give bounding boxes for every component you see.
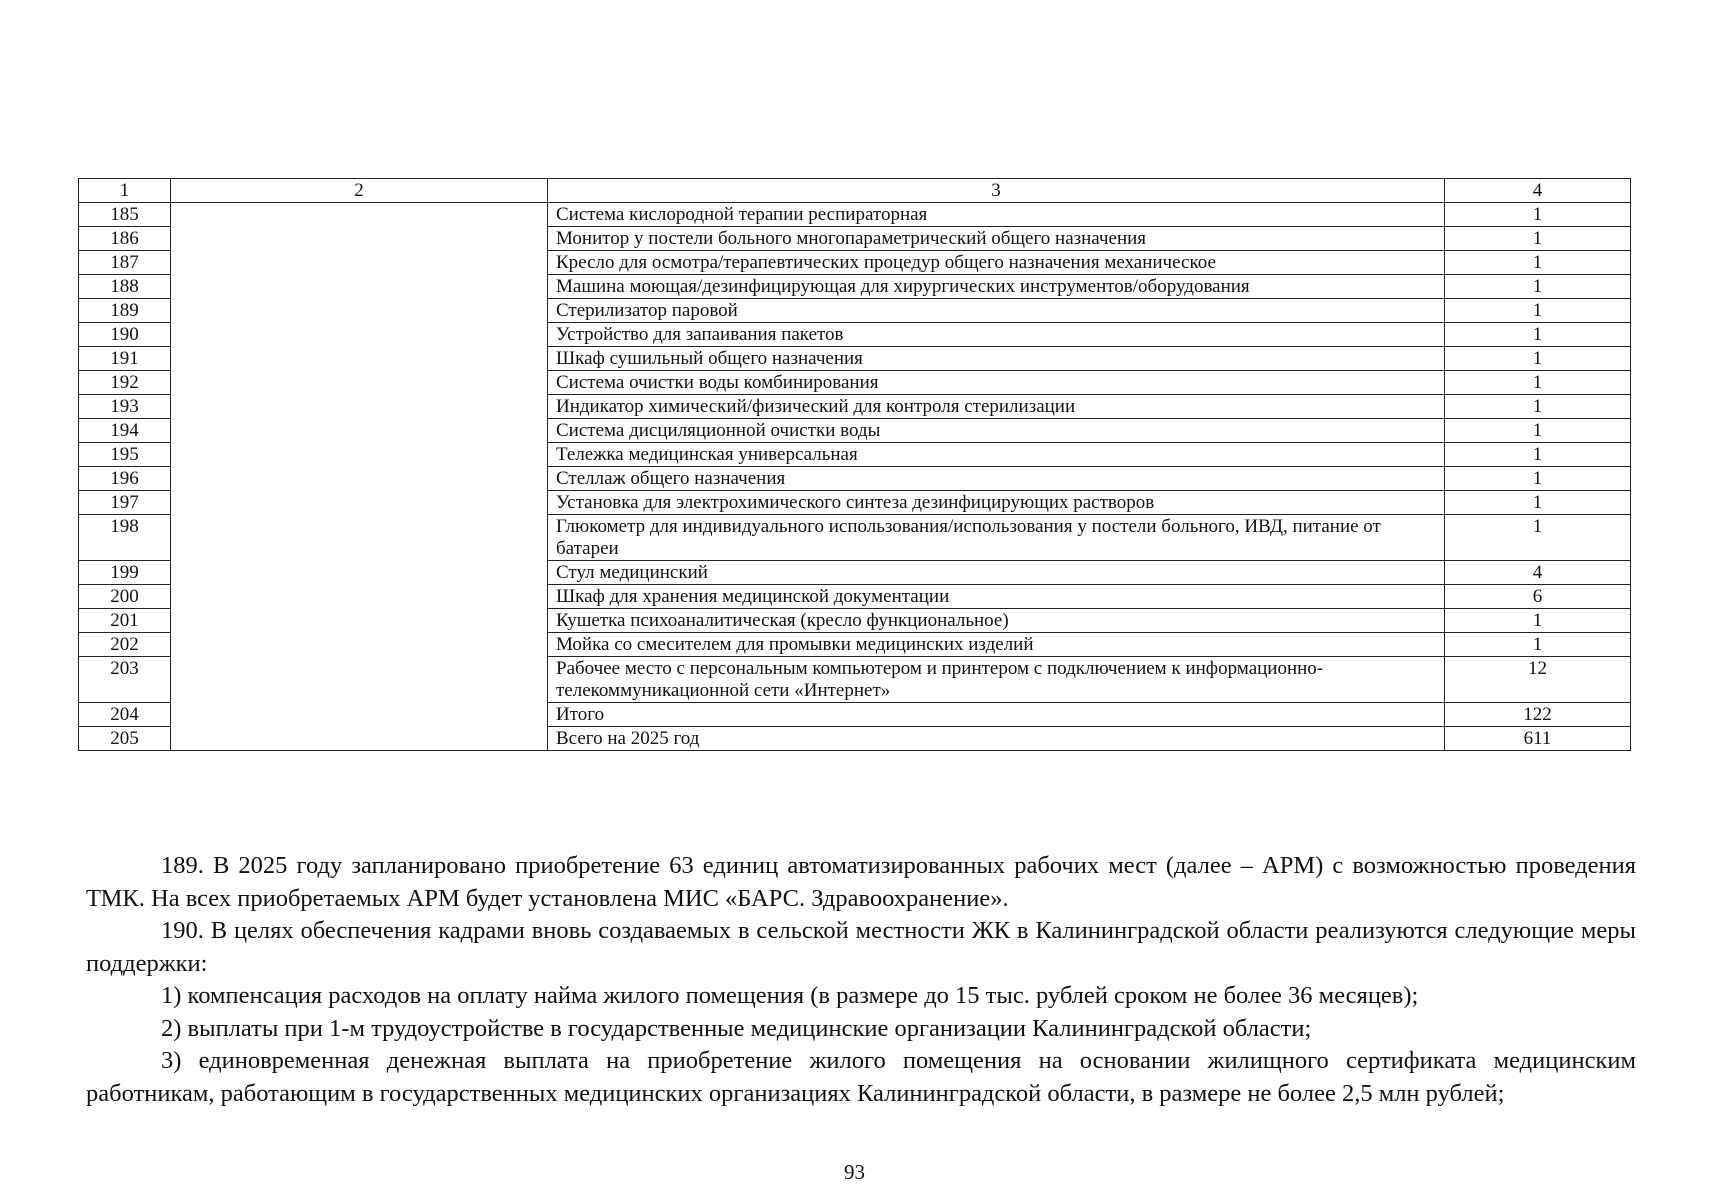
quantity-cell: 611 — [1445, 727, 1631, 751]
table-header-row — [79, 179, 1631, 203]
equipment-name-cell: Стерилизатор паровой — [548, 299, 1445, 323]
equipment-name-cell: Кресло для осмотра/терапевтических процедур общего назначения механическое — [548, 251, 1445, 275]
equipment-name-cell: Система кислородной терапии респираторная — [548, 203, 1445, 227]
equipment-name-cell: Монитор у постели больного многопараметрический общего назначения — [548, 227, 1445, 251]
row-number-cell: 194 — [79, 419, 171, 443]
quantity-cell: 1 — [1445, 203, 1631, 227]
table-row — [79, 203, 1631, 227]
quantity-cell: 1 — [1445, 419, 1631, 443]
row-number-cell: 193 — [79, 395, 171, 419]
page-number: 93 — [844, 1160, 865, 1184]
equipment-name-cell: Итого — [548, 703, 1445, 727]
quantity-cell: 1 — [1445, 467, 1631, 491]
row-number-cell: 199 — [79, 561, 171, 585]
equipment-name-cell: Тележка медицинская универсальная — [548, 443, 1445, 467]
equipment-table-body — [79, 179, 1631, 751]
equipment-table — [78, 178, 1631, 751]
empty-column-2-cell — [171, 203, 548, 751]
equipment-name-cell: Глюкометр для индивидуального использования/использования у постели больного, ИВД, питание от батареи — [548, 515, 1445, 561]
row-number-cell: 197 — [79, 491, 171, 515]
paragraph-189: 189. В 2025 году запланировано приобретение 63 единиц автоматизированных рабочих мест (далее – АРМ) с возможностью проведения ТМК. На всех приобретаемых АРМ будет установлена МИС «БАРС. Здравоохранение». — [86, 852, 1636, 912]
quantity-cell: 1 — [1445, 491, 1631, 515]
row-number-cell: 192 — [79, 371, 171, 395]
quantity-cell: 1 — [1445, 227, 1631, 251]
quantity-cell: 1 — [1445, 299, 1631, 323]
row-number-cell: 203 — [79, 657, 171, 703]
list-item-2: 2) выплаты при 1-м трудоустройстве в государственные медицинские организации Калининградской области; — [161, 1014, 1312, 1042]
row-number-cell: 201 — [79, 609, 171, 633]
header-cell-2: 2 — [171, 179, 548, 203]
quantity-cell: 1 — [1445, 323, 1631, 347]
quantity-cell: 1 — [1445, 347, 1631, 371]
quantity-cell: 12 — [1445, 657, 1631, 703]
row-number-cell: 189 — [79, 299, 171, 323]
equipment-name-cell: Шкаф для хранения медицинской документации — [548, 585, 1445, 609]
row-number-cell: 191 — [79, 347, 171, 371]
equipment-name-cell: Система дисциляционной очистки воды — [548, 419, 1445, 443]
equipment-name-cell: Всего на 2025 год — [548, 727, 1445, 751]
equipment-name-cell: Установка для электрохимического синтеза дезинфицирующих растворов — [548, 491, 1445, 515]
row-number-cell: 204 — [79, 703, 171, 727]
quantity-cell: 4 — [1445, 561, 1631, 585]
row-number-cell: 200 — [79, 585, 171, 609]
row-number-cell: 188 — [79, 275, 171, 299]
quantity-cell: 1 — [1445, 633, 1631, 657]
equipment-name-cell: Стул медицинский — [548, 561, 1445, 585]
quantity-cell: 1 — [1445, 395, 1631, 419]
header-cell-1: 1 — [79, 179, 171, 203]
quantity-cell: 1 — [1445, 251, 1631, 275]
header-cell-3: 3 — [548, 179, 1445, 203]
quantity-cell: 1 — [1445, 443, 1631, 467]
row-number-cell: 202 — [79, 633, 171, 657]
row-number-cell: 198 — [79, 515, 171, 561]
row-number-cell: 187 — [79, 251, 171, 275]
equipment-name-cell: Шкаф сушильный общего назначения — [548, 347, 1445, 371]
list-item-3: 3) единовременная денежная выплата на приобретение жилого помещения на основании жилищного сертификата медицинским работникам, работающим в государственных медицинских организациях Калининградской области, в размере не более 2,5 млн рублей; — [86, 1047, 1636, 1107]
list-item-1: 1) компенсация расходов на оплату найма жилого помещения (в размере до 15 тыс. рублей сроком не более 36 месяцев); — [161, 982, 1419, 1009]
row-number-cell: 195 — [79, 443, 171, 467]
equipment-name-cell: Кушетка психоаналитическая (кресло функциональное) — [548, 609, 1445, 633]
row-number-cell: 185 — [79, 203, 171, 227]
row-number-cell: 205 — [79, 727, 171, 751]
equipment-name-cell: Система очистки воды комбинирования — [548, 371, 1445, 395]
quantity-cell: 1 — [1445, 275, 1631, 299]
equipment-name-cell: Рабочее место с персональным компьютером и принтером с подключением к информационно-телекоммуникационной сети «Интернет» — [548, 657, 1445, 703]
row-number-cell: 190 — [79, 323, 171, 347]
quantity-cell: 1 — [1445, 515, 1631, 561]
body-text — [86, 850, 1636, 1110]
equipment-name-cell: Мойка со смесителем для промывки медицинских изделий — [548, 633, 1445, 657]
equipment-name-cell: Машина моющая/дезинфицирующая для хирургических инструментов/оборудования — [548, 275, 1445, 299]
paragraph-190: 190. В целях обеспечения кадрами вновь создаваемых в сельской местности ЖК в Калининградской области реализуются следующие меры поддержки: — [86, 917, 1636, 977]
quantity-cell: 122 — [1445, 703, 1631, 727]
quantity-cell: 1 — [1445, 371, 1631, 395]
row-number-cell: 196 — [79, 467, 171, 491]
equipment-name-cell: Индикатор химический/физический для контроля стерилизации — [548, 395, 1445, 419]
equipment-name-cell: Устройство для запаивания пакетов — [548, 323, 1445, 347]
header-cell-4: 4 — [1445, 179, 1631, 203]
quantity-cell: 6 — [1445, 585, 1631, 609]
row-number-cell: 186 — [79, 227, 171, 251]
equipment-name-cell: Стеллаж общего назначения — [548, 467, 1445, 491]
quantity-cell: 1 — [1445, 609, 1631, 633]
